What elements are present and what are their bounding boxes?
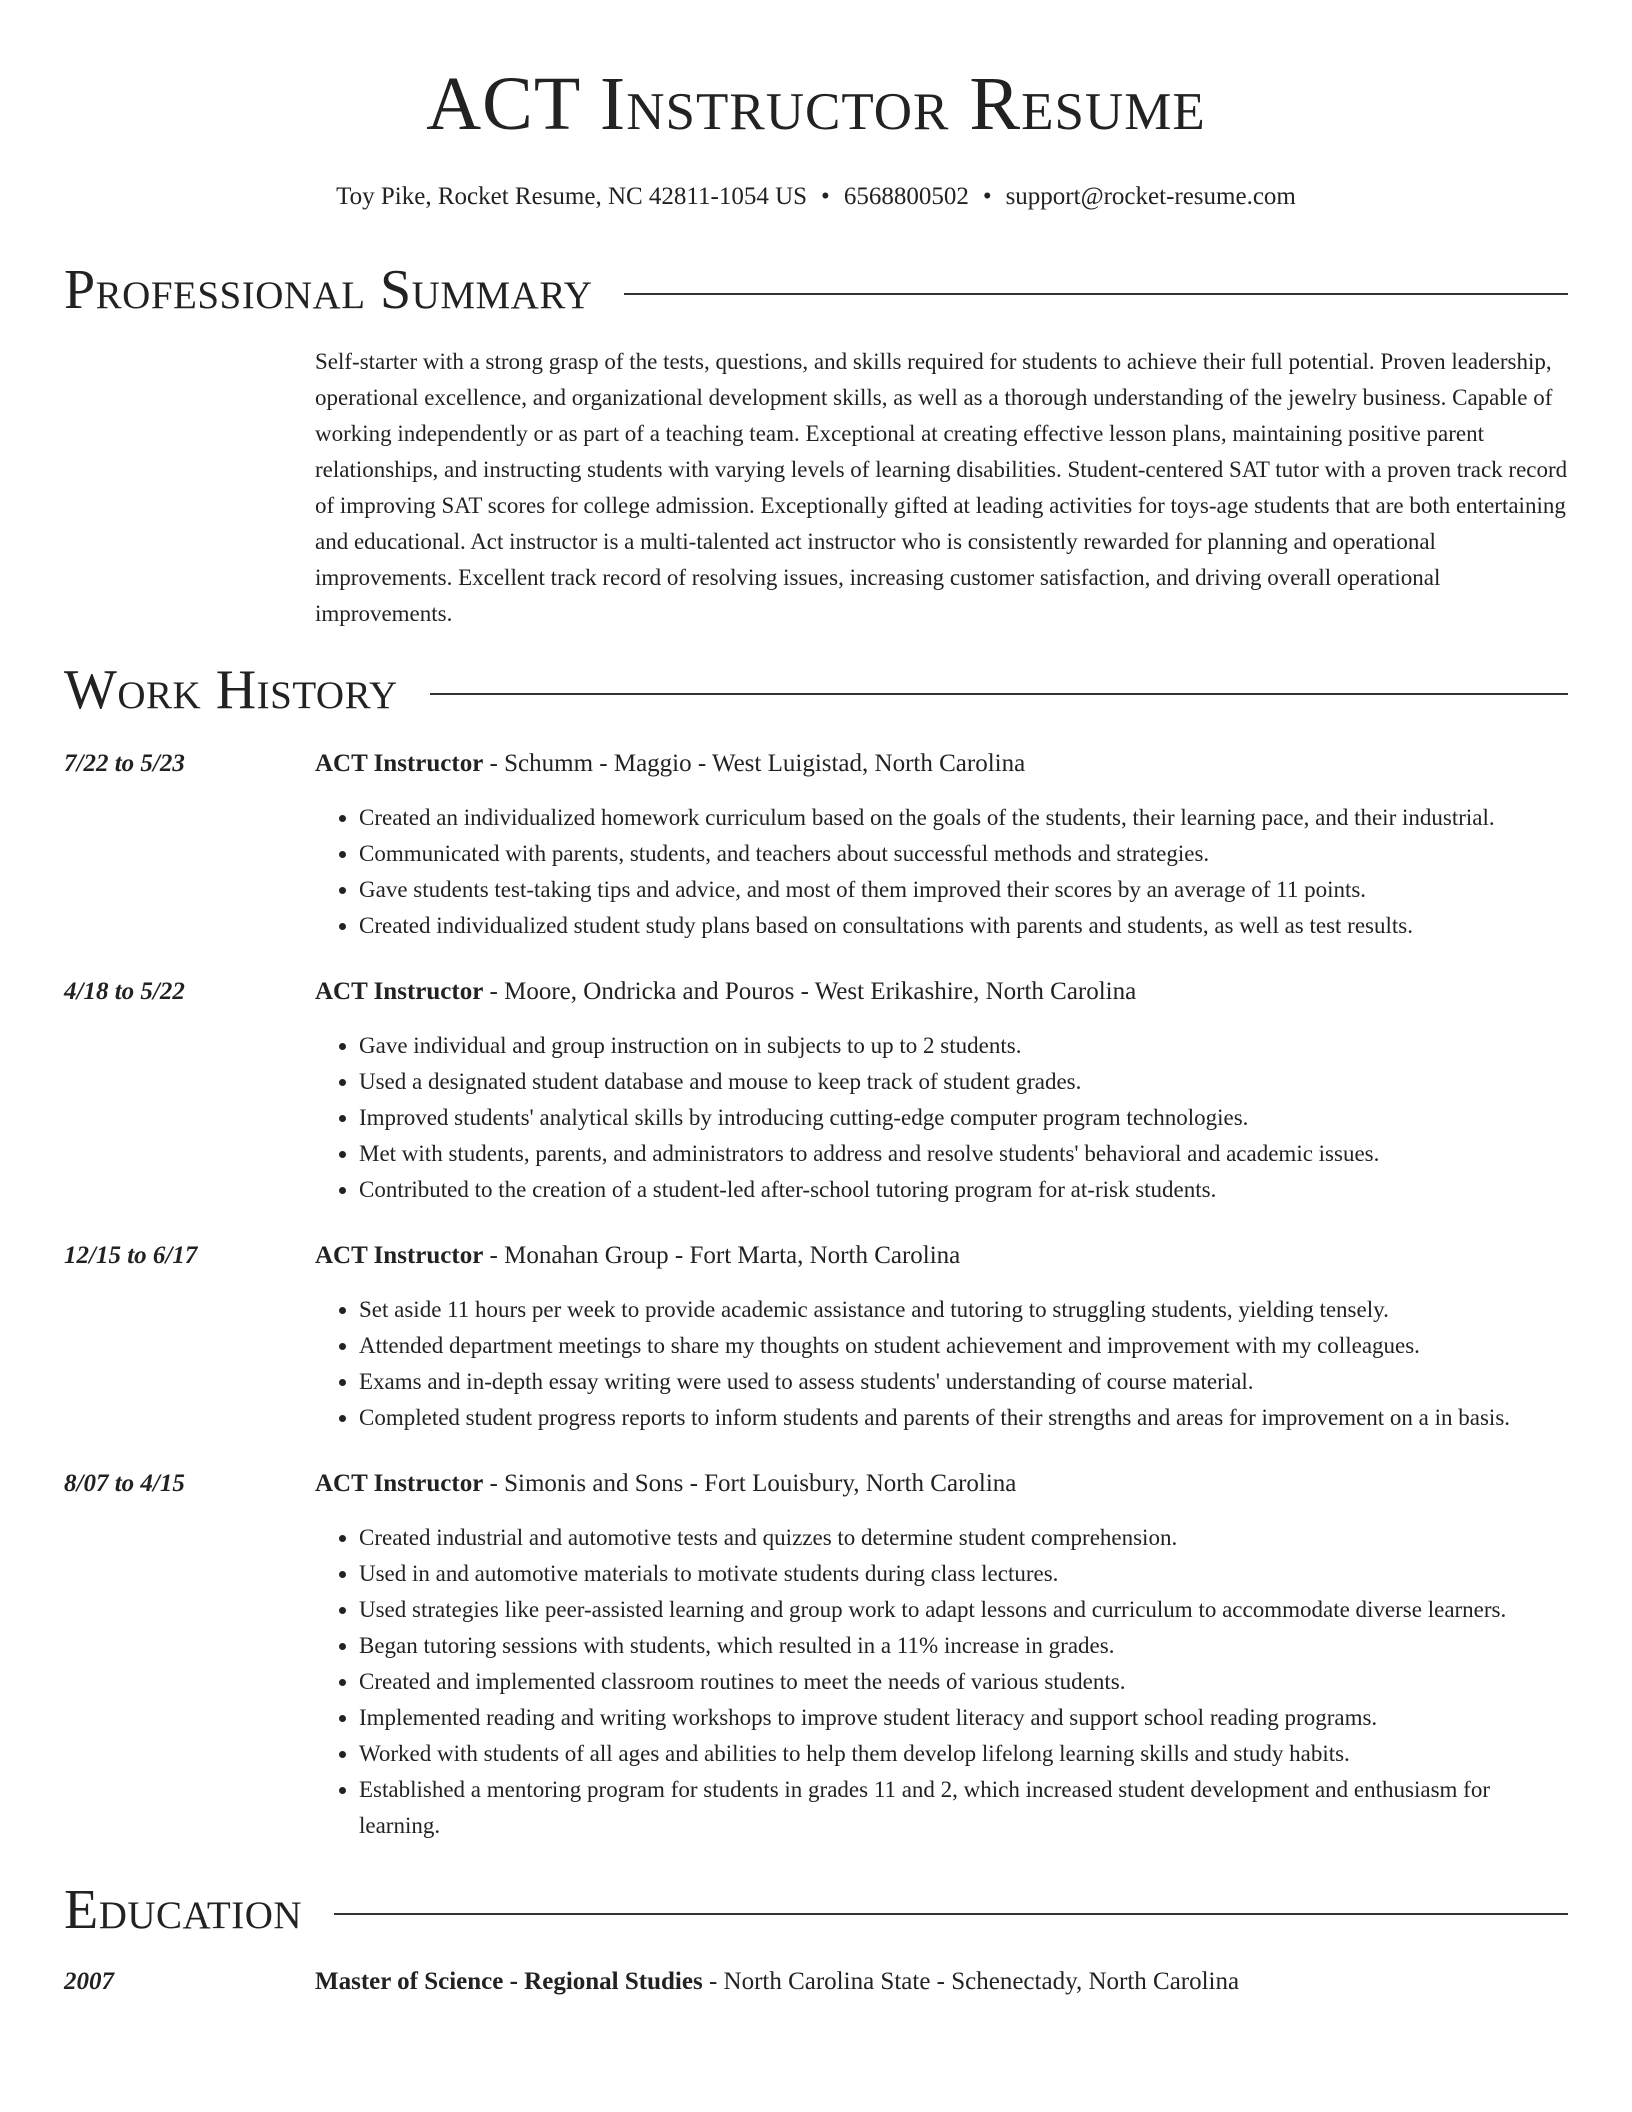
bullet-point: • Began tutoring sessions with students, which resulted in a 11% increase in grades. xyxy=(359,1628,1568,1664)
work-entry-bullets xyxy=(315,800,1568,944)
work-entry-bullets xyxy=(315,1520,1568,1844)
bullet-point: • Exams and in-depth essay writing were used to assess students' understanding of course material. xyxy=(359,1364,1568,1400)
work-entry-body xyxy=(315,974,1568,1208)
work-entry xyxy=(64,974,1568,1208)
bullet-point: • Used strategies like peer-assisted learning and group work to adapt lessons and curriculum to accommodate diverse learners. xyxy=(359,1592,1568,1628)
section-divider xyxy=(624,293,1568,295)
education-list xyxy=(64,1964,1568,2000)
work-entry xyxy=(64,1238,1568,1436)
work-entry-role-line xyxy=(315,1466,1568,1502)
work-entry-dates: 4/18 to 5/22 xyxy=(64,978,185,1005)
section-title-work-history: Work History xyxy=(64,659,398,721)
work-entry-bullets xyxy=(315,1028,1568,1208)
work-history-list xyxy=(64,746,1568,1844)
work-entry-role-line xyxy=(315,1238,1568,1274)
work-entry-company: - Schumm - Maggio - West Luigistad, North Carolina xyxy=(483,750,1026,777)
bullet-point: • Used a designated student database and mouse to keep track of student grades. xyxy=(359,1064,1568,1100)
work-entry-dates: 12/15 to 6/17 xyxy=(64,1242,198,1269)
work-entry-company: - Monahan Group - Fort Marta, North Carolina xyxy=(483,1242,961,1269)
professional-summary-header xyxy=(64,258,1568,322)
education-degree: Master of Science - Regional Studies xyxy=(315,1968,703,1995)
contact-address: Toy Pike, Rocket Resume, NC 42811-1054 US xyxy=(336,183,808,210)
work-entry-title: ACT Instructor xyxy=(315,978,484,1005)
work-entry-company: - Simonis and Sons - Fort Louisbury, North Carolina xyxy=(483,1470,1017,1497)
bullet-point: • Created and implemented classroom routines to meet the needs of various students. xyxy=(359,1664,1568,1700)
work-entry-bullets xyxy=(315,1292,1568,1436)
education-header xyxy=(64,1878,1568,1942)
work-entry-dates: 8/07 to 4/15 xyxy=(64,1470,185,1497)
education-entry xyxy=(64,1964,1568,2000)
work-entry-body xyxy=(315,746,1568,944)
work-entry-company: - Moore, Ondricka and Pouros - West Erikashire, North Carolina xyxy=(483,978,1137,1005)
section-title-professional-summary: Professional Summary xyxy=(64,259,593,321)
work-entry-body xyxy=(315,1466,1568,1844)
contact-line xyxy=(64,182,1568,212)
work-entry xyxy=(64,746,1568,944)
bullet-point: • Created industrial and automotive tests and quizzes to determine student comprehension. xyxy=(359,1520,1568,1556)
work-entry-title: ACT Instructor xyxy=(315,1242,484,1269)
work-entry-title: ACT Instructor xyxy=(315,1470,484,1497)
bullet-point: • Created an individualized homework curriculum based on the goals of the students, their learning pace, and their industrial. xyxy=(359,800,1568,836)
education-school: - North Carolina State - Schenectady, North Carolina xyxy=(702,1968,1240,1995)
resume-page xyxy=(64,0,1568,2000)
work-entry xyxy=(64,1466,1568,1844)
bullet-point: • Gave students test-taking tips and advice, and most of them improved their scores by an average of 11 points. xyxy=(359,872,1568,908)
contact-phone: 6568800502 xyxy=(843,183,969,210)
section-title-education: Education xyxy=(64,1879,303,1941)
bullet-point: • Used in and automotive materials to motivate students during class lectures. xyxy=(359,1556,1568,1592)
bullet-point: • Met with students, parents, and administrators to address and resolve students' behavioral and academic issues. xyxy=(359,1136,1568,1172)
bullet-point: • Completed student progress reports to inform students and parents of their strengths and areas for improvement on a in basis. xyxy=(359,1400,1568,1436)
work-entry-role-line xyxy=(315,746,1568,782)
bullet-point: • Contributed to the creation of a student-led after-school tutoring program for at-risk students. xyxy=(359,1172,1568,1208)
bullet-point: • Improved students' analytical skills by introducing cutting-edge computer program technologies. xyxy=(359,1100,1568,1136)
work-entry-title: ACT Instructor xyxy=(315,750,484,777)
work-history-header xyxy=(64,658,1568,722)
bullet-point: • Established a mentoring program for students in grades 11 and 2, which increased student development and enthusiasm for learning. xyxy=(359,1772,1568,1844)
bullet-point: • Set aside 11 hours per week to provide academic assistance and tutoring to struggling students, yielding tensely. xyxy=(359,1292,1568,1328)
bullet-point: • Implemented reading and writing workshops to improve student literacy and support school reading programs. xyxy=(359,1700,1568,1736)
bullet-point: • Gave individual and group instruction on in subjects to up to 2 students. xyxy=(359,1028,1568,1064)
bullet-point: • Worked with students of all ages and abilities to help them develop lifelong learning skills and study habits. xyxy=(359,1736,1568,1772)
contact-separator: • xyxy=(821,183,830,210)
work-entry-role-line xyxy=(315,974,1568,1010)
education-year: 2007 xyxy=(64,1968,114,1995)
section-divider xyxy=(430,693,1568,695)
contact-email: support@rocket-resume.com xyxy=(1005,183,1296,210)
bullet-point: • Attended department meetings to share my thoughts on student achievement and improvement with my colleagues. xyxy=(359,1328,1568,1364)
resume-title: ACT Instructor Resume xyxy=(426,62,1206,146)
bullet-point: • Created individualized student study plans based on consultations with parents and students, as well as test results. xyxy=(359,908,1568,944)
work-entry-dates: 7/22 to 5/23 xyxy=(64,750,185,777)
bullet-point: • Communicated with parents, students, and teachers about successful methods and strategies. xyxy=(359,836,1568,872)
section-divider xyxy=(334,1913,1568,1915)
summary-text: Self-starter with a strong grasp of the tests, questions, and skills required for students to achieve their full potential. Proven leadership, operational excellence, and organizational development skills, as well as a thorough understanding of the jewelry business. Capable of working independently or as part of a teaching team. Exceptional at creating effective lesson plans, maintaining positive parent relationships, and instructing students with varying levels of learning disabilities. Student-centered SAT tutor with a proven track record of improving SAT scores for college admission. Exceptionally gifted at leading activities for toys-age students that are both entertaining and educational. Act instructor is a multi-talented act instructor who is consistently rewarded for planning and operational improvements. Excellent track record of resolving issues, increasing customer satisfaction, and driving overall operational improvements. xyxy=(315,349,1568,626)
work-entry-body xyxy=(315,1238,1568,1436)
contact-separator: • xyxy=(982,183,992,210)
education-detail xyxy=(315,1964,1239,2000)
